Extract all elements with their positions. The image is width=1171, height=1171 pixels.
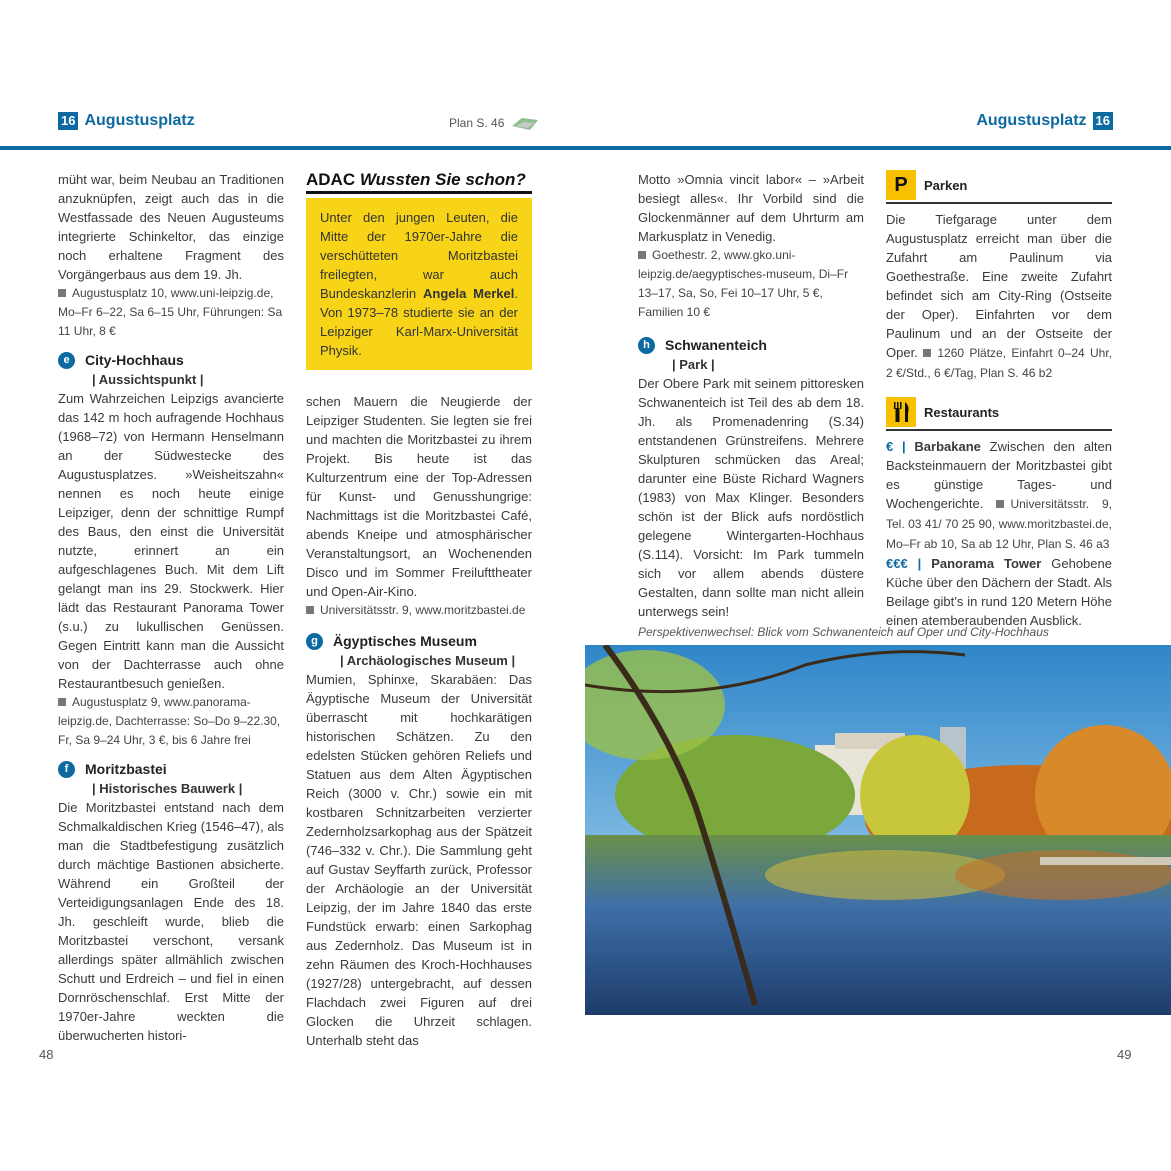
info-line [638, 246, 864, 322]
fact-box-title [306, 170, 532, 194]
header-left [58, 112, 195, 130]
section-category: | Archäologisches Museum | [340, 653, 516, 668]
chapter-title-right: Augustusplatz [976, 112, 1087, 129]
page-number-right: 49 [1117, 1047, 1132, 1062]
section-category: | Park | [672, 357, 715, 372]
parking-heading [886, 170, 1112, 204]
parking-icon: P [886, 170, 916, 200]
bullet-square-icon [58, 698, 66, 706]
bullet-square-icon [996, 500, 1004, 508]
parking-text [886, 210, 1112, 383]
marker-badge: f [58, 761, 75, 778]
info-line [58, 693, 284, 750]
section-category: | Aussichtspunkt | [92, 372, 204, 387]
section-heading-f [58, 760, 284, 779]
restaurants-heading [886, 397, 1112, 431]
plan-reference [449, 114, 540, 132]
page-number-left: 48 [39, 1047, 54, 1062]
restaurant-description: Gehobene Küche über den Dächern der Stadt. Als Beilage gibt’s in rund 120 Metern Höhe einen atemberaubenden Ausblick. [886, 556, 1112, 628]
map-icon [510, 114, 540, 132]
info-text: Goethestr. 2, www.gko.uni-leipzig.de/aegyptisches-museum, Di–Fr 13–17, Sa, So, Fei 10–17 Uhr, 5 €, Familien 10 € [638, 248, 849, 319]
column-4 [886, 170, 1112, 630]
fact-text: . Von 1973–78 studierte sie an der Leipziger Karl-Marx-Universität Physik. [320, 286, 518, 358]
info-line [58, 284, 284, 341]
section-heading-g [306, 632, 532, 651]
column-3 [638, 170, 864, 621]
section-title: Schwanenteich [665, 337, 767, 353]
section-heading-h [638, 336, 864, 355]
header-rule [0, 146, 1171, 150]
marker-badge: g [306, 633, 323, 650]
chapter-number: 16 [58, 112, 78, 130]
plan-label: Plan S. 46 [449, 116, 505, 130]
photo-caption: Perspektivenwechsel: Blick vom Schwanenteich auf Oper und City-Hochhaus [638, 625, 1049, 639]
price-level: €€€ | [886, 556, 922, 571]
chapter-number-right: 16 [1093, 112, 1113, 130]
park-photo [585, 645, 1171, 1015]
bullet-square-icon [923, 349, 931, 357]
parking-title: Parken [924, 177, 968, 193]
column-1 [58, 170, 284, 1045]
chapter-title: Augustusplatz [84, 112, 195, 129]
bullet-square-icon [306, 606, 314, 614]
fact-box-heading: Wussten Sie schon? [359, 170, 526, 189]
restaurant-entry [886, 554, 1112, 630]
restaurant-name: Barbakane [914, 439, 981, 454]
section-category: | Historisches Bauwerk | [92, 781, 243, 796]
paragraph: Mumien, Sphinxe, Skarabäen: Das Ägyptische Museum der Universität überrascht mit hochkarätigen historischen Schätzen. Zu den edelsten Stücken gehören Reliefs und Statuen aus dem Alten Ägyptischen Reich (3000 v. Chr.) sowie ein mit kostbaren Schnitzarbeiten verzierter Zedernholzsarkophag aus der Spätzeit (746–332 v. Chr.). Die Sammlung geht auf Gustav Seyffarth zurück, Professor der Archäologie an der Universität Leipzig, der im Jahre 1840 das erste Fundstück erwarb: einen Sarkophag aus Zedernholz. Das Museum ist in zehn Räumen des Kroch-Hochhauses (1927/28) untergebracht, auf dessen Flachdach zwei Figuren auf drei Glocken die Uhrzeit schlagen. Unterhalb steht das [306, 672, 532, 1048]
parking-info: 1260 Plätze, Einfahrt 0–24 Uhr, 2 €/Std., 6 €/Tag, Plan S. 46 b2 [886, 346, 1112, 380]
info-text: Augustusplatz 10, www.uni-leipzig.de, Mo–Fr 6–22, Sa 6–15 Uhr, Führungen: Sa 11 Uhr, 8 € [58, 286, 283, 338]
paragraph: Der Obere Park mit seinem pittoresken Schwanenteich ist Teil des ab dem 18. Jh. als Promenadenring (S.34) entstandenen Grünstreifens. Mehrere Skulpturen schmücken das Areal; darunter eine Büste Richard Wagners (1983) von Max Klinger. Besonders schön ist der Blick aufs nordöstlich gelegene Wintergarten-Hochhaus (S.114). Vorsicht: Im Park tummeln sich vor allem abends düstere Gestalten, dann sollte man nicht allein unterwegs sein! [638, 376, 864, 619]
cutlery-icon [886, 397, 916, 427]
paragraph: Die Moritzbastei entstand nach dem Schmalkaldischen Krieg (1546–47), als man die Stadtbefestigung zusätzlich durch mächtige Bastionen absicherte. Während ein Großteil der Verteidigungsanlagen Ende des 18. Jh. geschleift wurde, blieb die Moritzbastei verschont, versank allerdings später allmählich zwischen Schutt und Erdreich – und fiel in einen Dornröschenschlaf. Erst Mitte der 1970er-Jahre weckten die überwucherten histori- [58, 800, 284, 1043]
fact-highlight: Angela Merkel [422, 286, 515, 301]
marker-badge: h [638, 337, 655, 354]
column-2 [306, 170, 532, 1050]
restaurants-title: Restaurants [924, 404, 1000, 420]
marker-badge: e [58, 352, 75, 369]
parking-description: Die Tiefgarage unter dem Augustusplatz erreicht man über die Zufahrt am Paulinum via Goethestraße. Eine zweite Zufahrt befindet sich am City-Ring (Ostseite der Oper). Einfahrten vor dem Paulinum und an der Ostseite der Oper. [886, 212, 1112, 360]
restaurant-description: Zwischen den alten Backsteinmauern der Moritzbastei gibt es günstige Tages- und Wochengerichte. [886, 439, 1112, 511]
info-text: Universitätsstr. 9, www.moritzbastei.de [320, 603, 526, 617]
price-level: € | [886, 439, 906, 454]
section-title: Ägyptisches Museum [333, 633, 477, 649]
fact-box-brand: ADAC [306, 170, 356, 189]
info-text: Augustusplatz 9, www.panorama-leipzig.de, Dachterrasse: So–Do 9–22.30, Fr, Sa 9–24 Uhr, 3 €, bis 6 Jahre frei [58, 695, 281, 747]
bullet-square-icon [58, 289, 66, 297]
header-right [976, 112, 1113, 130]
section-heading-e [58, 351, 284, 370]
restaurant-info: Universitätsstr. 9, Tel. 03 41/ 70 25 90, www.moritzbastei.de, Mo–Fr ab 10, Sa ab 12 Uhr, Plan S. 46 a3 [886, 497, 1112, 551]
paragraph: Motto »Omnia vincit labor« – »Arbeit besiegt alles«. Ihr Vorbild sind die Glockenmänner auf dem Uhrturm am Markusplatz in Venedig. [638, 172, 864, 244]
info-line [306, 601, 532, 620]
restaurant-entry [886, 437, 1112, 554]
fact-box [306, 198, 532, 370]
paragraph: Zum Wahrzeichen Leipzigs avancierte das 142 m hoch aufragende Hochhaus (1968–72) von Hermann Henselmann an der Südwestecke des Augustusplatzes. »Weisheitszahn« nennen es noch heute einige Leipziger, denn der schnittige Rumpf des Baus, den einst die Universität nutzte, erinnert an ein aufgeschlagenes Buch. Mit dem Lift gelangt man ins 29. Stockwerk. Hier lädt das Restaurant Panorama Tower (s.u.) zu lukullischen Genüssen. Gegen Eintritt kann man die Aussicht von der Dachterrasse auch ohne Restaurantbesuch genießen. [58, 391, 284, 691]
restaurant-name: Panorama Tower [931, 556, 1042, 571]
bullet-square-icon [638, 251, 646, 259]
section-title: City-Hochhaus [85, 352, 184, 368]
section-title: Moritzbastei [85, 761, 167, 777]
paragraph: müht war, beim Neubau an Traditionen anzuknüpfen, zeigt auch das in die Westfassade des Neuen Augusteums integrierte Schinkeltor, das einzige noch erhaltene Fragment des Vorgängerbaus aus dem 19. Jh. [58, 172, 284, 282]
paragraph: schen Mauern die Neugierde der Leipziger Studenten. Sie legten sie frei und machten die Moritzbastei zu ihrem Projekt. Bis heute ist das Kulturzentrum eine der Top-Adressen für Kunst- und Genusshungrige: Nachmittags ist die Moritzbastei Café, abends Kneipe und atmosphärischer Veranstaltungsort, an Wochenenden Disco und im Sommer Freilufttheater und Open-Air-Kino. [306, 394, 532, 599]
fact-text: Unter den jungen Leuten, die Mitte der 1970er-Jahre die verschütteten Moritzbastei freilegten, war auch Bundeskanzlerin [320, 210, 518, 301]
